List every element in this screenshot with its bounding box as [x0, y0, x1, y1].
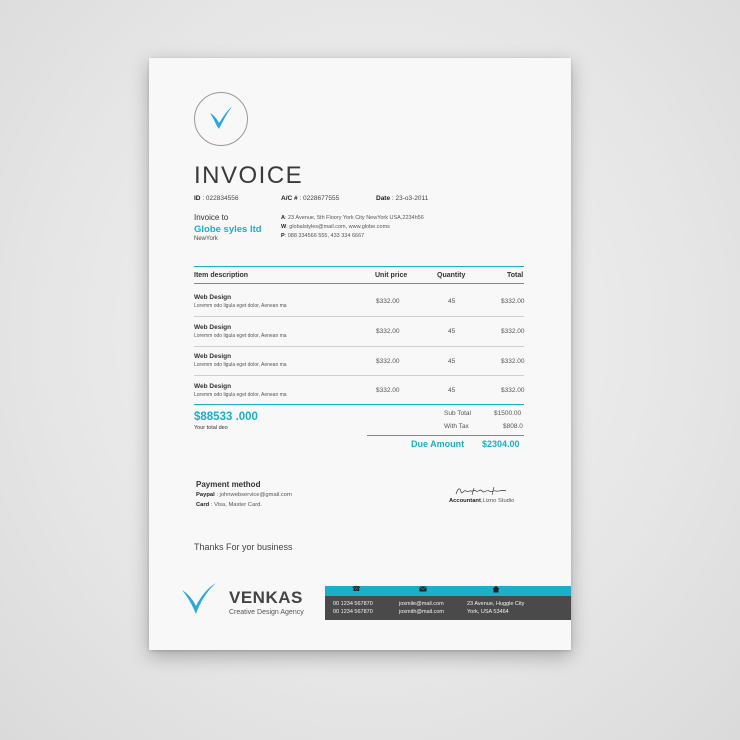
footer-address-1: 23 Avenue, Huggle City	[467, 601, 525, 607]
header-quantity: Quantity	[437, 272, 466, 279]
row-4-qty: 45	[448, 387, 456, 394]
grand-total: $88533 .000	[194, 411, 258, 423]
accountant-label: Accountant,Lizno Studio	[449, 498, 515, 504]
invoice-title: INVOICE	[194, 162, 304, 189]
payment-paypal: Paypal : johnwebservice@gmail.com	[196, 492, 292, 498]
row-2-total: $332.00	[501, 328, 525, 335]
footer-accent-bar	[325, 586, 571, 596]
due-divider	[367, 435, 524, 436]
client-name: Globe syles ltd	[194, 224, 262, 235]
row-1-title: Web Design	[194, 294, 232, 301]
row-2-title: Web Design	[194, 324, 232, 331]
invoice-to-label: Invoice to	[194, 213, 229, 222]
check-logo-icon	[206, 105, 236, 133]
subtotal-value: $1500.00	[494, 410, 522, 417]
header-total: Total	[507, 272, 524, 279]
table-bottom-divider	[194, 404, 524, 405]
row-4-title: Web Design	[194, 383, 232, 390]
thanks-message: Thanks For yor business	[194, 542, 293, 552]
venkas-logo-icon	[180, 582, 218, 616]
logo-circle	[194, 92, 248, 146]
header-unit-price: Unit price	[375, 272, 408, 279]
header-item-description: Item description	[194, 272, 249, 279]
due-amount-label: Due Amount	[411, 439, 465, 449]
row-1-total: $332.00	[501, 298, 525, 305]
row-3-desc: Loremm odo ligula eget dolor, Aenean ma	[194, 362, 287, 368]
row-3-title: Web Design	[194, 353, 232, 360]
table-top-divider	[194, 266, 524, 267]
client-city: NewYork	[194, 236, 218, 242]
grand-total-label: Your total deo	[194, 425, 228, 431]
row-divider	[194, 316, 524, 317]
row-1-qty: 45	[448, 298, 456, 305]
table-header-divider	[194, 283, 524, 284]
footer-phone-1: 00 1234 567870	[333, 601, 373, 607]
client-address: A: 23 Avenue, 5th Floory York City NewYork USA,2234h56	[281, 215, 424, 221]
row-4-desc: Loremm odo ligula eget dolor, Aenean ma	[194, 392, 287, 398]
row-2-price: $332.00	[376, 328, 400, 335]
row-2-qty: 45	[448, 328, 456, 335]
payment-card: Card : Visa, Master Card.	[196, 502, 262, 508]
row-1-desc: Loremm odo ligula eget dolor, Aenean ma	[194, 303, 287, 309]
row-4-total: $332.00	[501, 387, 525, 394]
footer-phones	[333, 600, 373, 616]
footer-emails	[399, 600, 444, 616]
footer-address-2: York, USA 53464	[467, 609, 509, 615]
row-divider	[194, 375, 524, 376]
account-number: A/C # : 0228677555	[281, 195, 340, 202]
invoice-id: ID : 022834556	[194, 195, 239, 202]
row-3-total: $332.00	[501, 358, 525, 365]
tax-label: With Tax	[444, 423, 469, 430]
subtotal-label: Sub Total	[444, 410, 471, 417]
signature-image	[454, 485, 514, 497]
footer-email-2: josmith@mail.com	[399, 609, 445, 615]
row-4-price: $332.00	[376, 387, 400, 394]
footer-address	[467, 600, 524, 616]
invoice-sheet	[149, 58, 571, 650]
row-3-qty: 45	[448, 358, 456, 365]
tax-value: $808.0	[503, 423, 523, 430]
client-web: W: globalstyles@mail.com, www.globe.coms	[281, 224, 390, 230]
row-divider	[194, 346, 524, 347]
row-2-desc: Loremm odo ligula eget dolor, Aenean ma	[194, 333, 287, 339]
brand-name: VENKAS	[229, 588, 303, 607]
row-1-price: $332.00	[376, 298, 400, 305]
footer-email-1: josmile@mail.com	[399, 601, 444, 607]
footer-phone-2: 00 1234 567870	[333, 609, 373, 615]
phone-icon: ☎	[352, 586, 361, 593]
mail-icon	[419, 586, 427, 594]
home-icon	[492, 585, 500, 595]
invoice-date: Date : 23-o3-2011	[376, 195, 429, 202]
client-phone: P: 088 334566 555, 433 334 6667	[281, 233, 365, 239]
due-amount-value: $2304.00	[482, 439, 520, 449]
brand-tagline: Creative Design Agency	[229, 609, 304, 616]
row-3-price: $332.00	[376, 358, 400, 365]
payment-method-title: Payment method	[196, 480, 261, 489]
